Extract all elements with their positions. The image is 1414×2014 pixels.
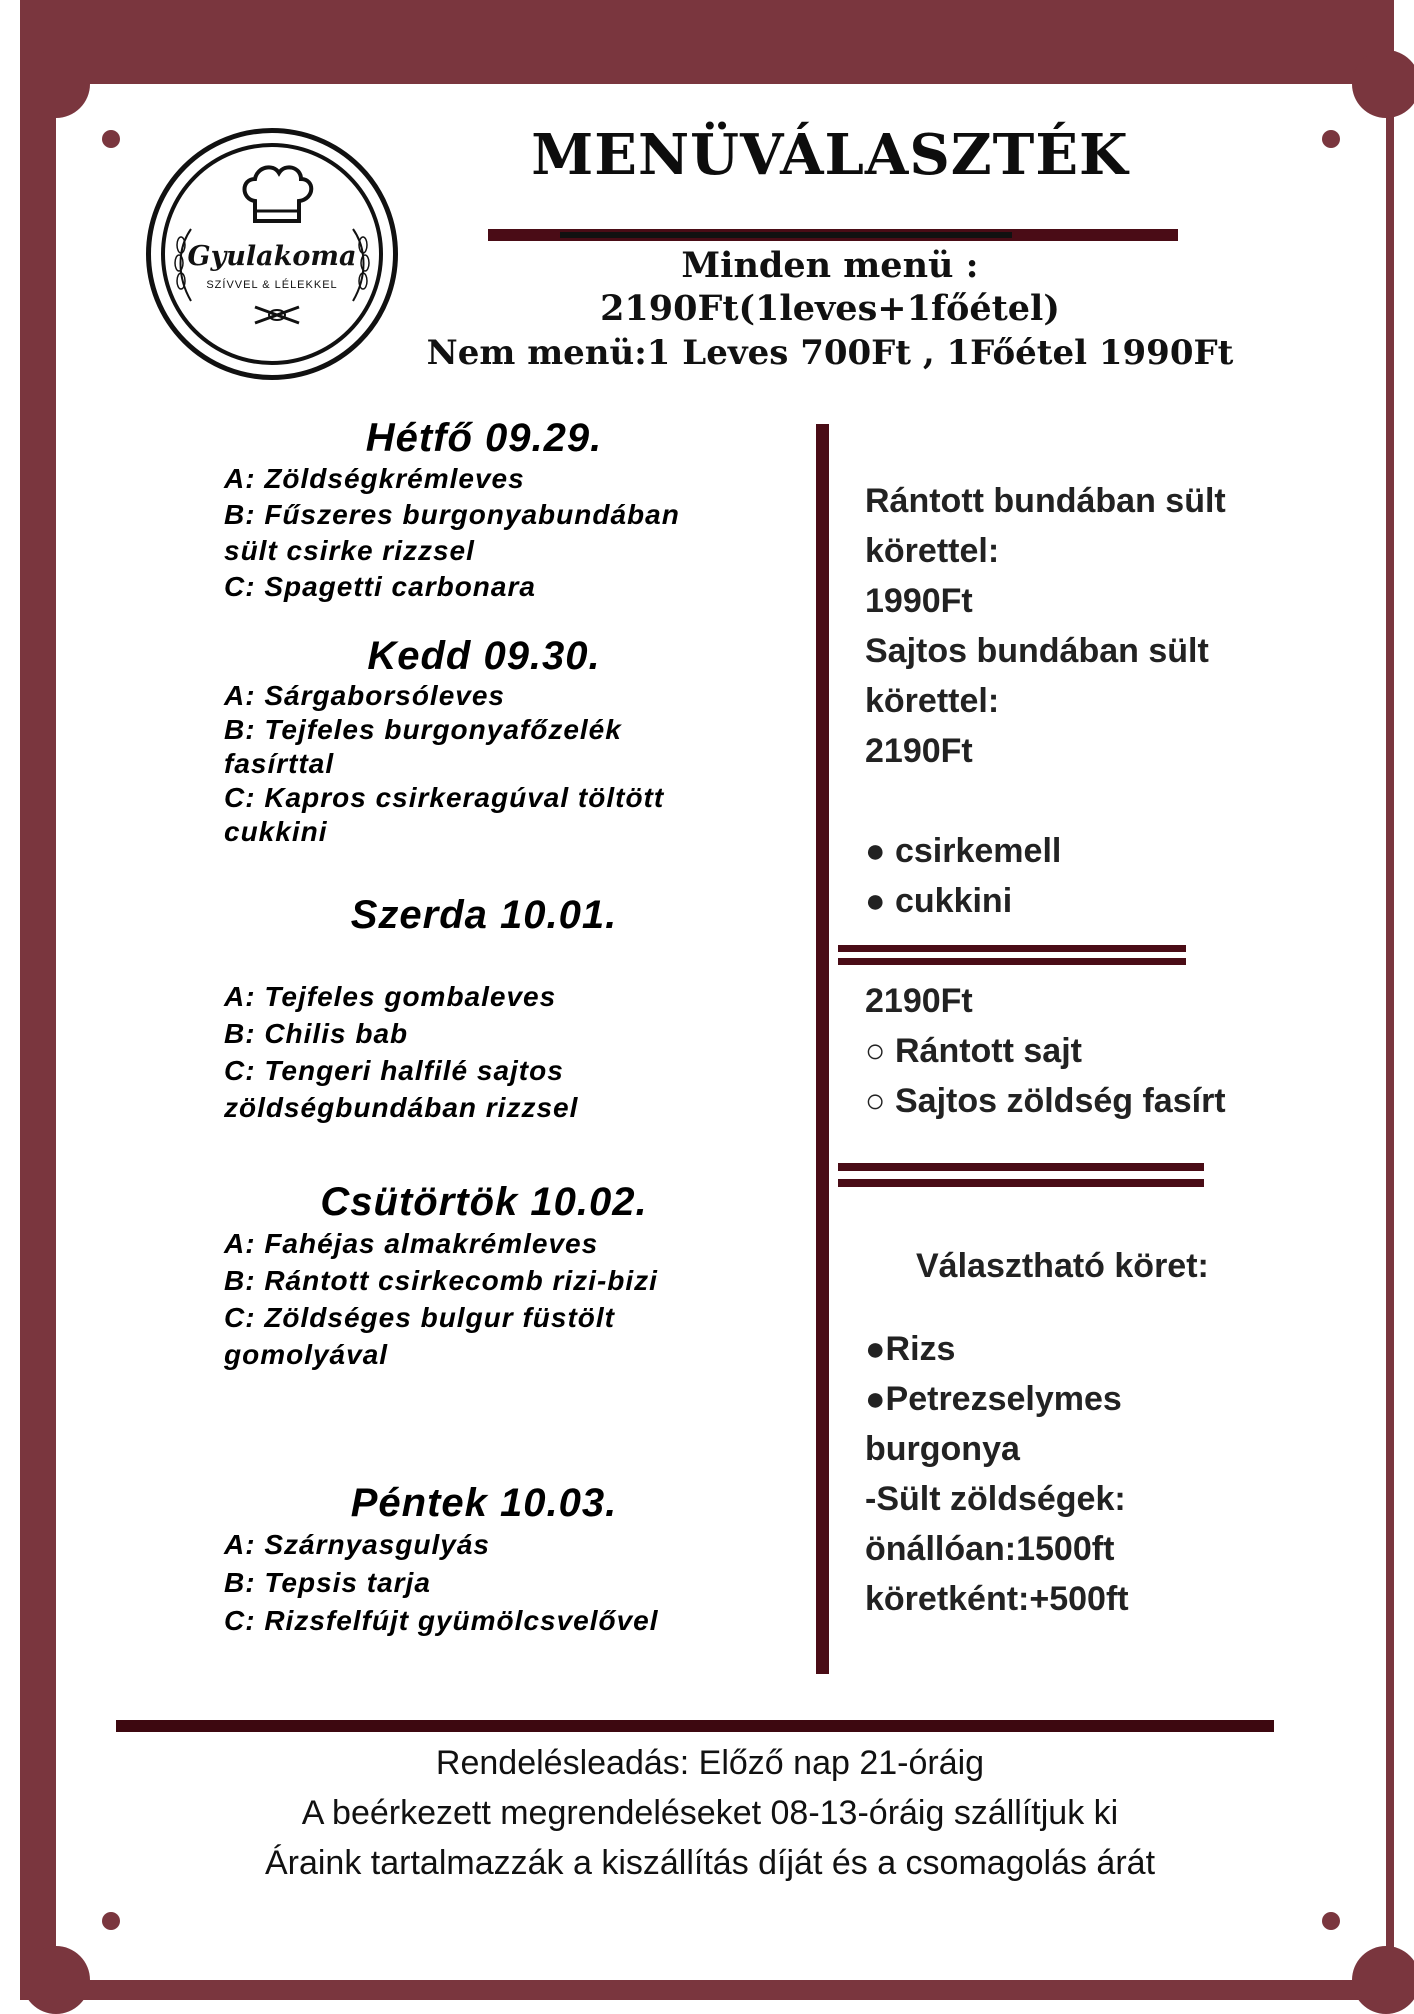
offer-bullet: ● cukkini bbox=[865, 882, 1013, 920]
corner-notch bbox=[1352, 1946, 1414, 2014]
menu-item: B: Tejfeles burgonyafőzelék bbox=[224, 714, 622, 745]
menu-item: C: Zöldséges bulgur füstölt bbox=[224, 1302, 615, 1333]
price-line: Nem menü:1 Leves 700Ft , 1Főétel 1990Ft bbox=[426, 333, 1234, 373]
offer-price: 1990Ft bbox=[865, 582, 973, 620]
logo-tagline: SZÍVVEL & LÉLEKKEL bbox=[206, 279, 338, 291]
corner-dot bbox=[102, 130, 120, 148]
day-title: Szerda 10.01. bbox=[350, 893, 618, 937]
logo-name: Gyulakoma bbox=[187, 241, 357, 272]
day-title: Hétfő 09.29. bbox=[365, 416, 603, 460]
menu-item: B: Tepsis tarja bbox=[224, 1567, 431, 1598]
day-title: Csütörtök 10.02. bbox=[320, 1180, 648, 1224]
price-line: 2190Ft(1leves+1főétel) bbox=[600, 288, 1060, 329]
side-item: köretként:+500ft bbox=[865, 1580, 1129, 1618]
side-item: ●Petrezselymes bbox=[865, 1380, 1122, 1418]
menu-item: sült csirke rizzsel bbox=[224, 535, 475, 566]
menu-item: C: Spagetti carbonara bbox=[224, 571, 536, 602]
corner-notch bbox=[22, 1946, 90, 2014]
menu-item: fasírttal bbox=[224, 748, 335, 779]
footer-divider bbox=[116, 1720, 1274, 1732]
corner-notch bbox=[22, 50, 90, 118]
section-divider bbox=[838, 1163, 1204, 1171]
menu-item: B: Chilis bab bbox=[224, 1018, 409, 1049]
menu-item: zöldségbundában rizzsel bbox=[224, 1092, 579, 1123]
day-title: Kedd 09.30. bbox=[367, 634, 601, 678]
section-divider bbox=[838, 1179, 1204, 1187]
day-tuesday bbox=[224, 634, 744, 849]
menu-item: C: Tengeri halfilé sajtos bbox=[224, 1055, 564, 1086]
price-line: Minden menü : bbox=[681, 245, 979, 286]
menu-item: A: Zöldségkrémleves bbox=[224, 463, 525, 494]
footer-delivery-time: A beérkezett megrendeléseket 08-13-óráig szállítjuk ki bbox=[301, 1794, 1119, 1832]
menu-item: C: Rizsfelfújt gyümölcsvelővel bbox=[224, 1605, 659, 1636]
menu-item: B: Rántott csirkecomb rizi-bizi bbox=[224, 1265, 658, 1296]
menu-item: A: Fahéjas almakrémleves bbox=[224, 1228, 599, 1259]
offer-bullet: ● csirkemell bbox=[865, 832, 1062, 870]
offer-line: körettel: bbox=[865, 682, 1000, 720]
offer-option: ○ Rántott sajt bbox=[865, 1032, 1082, 1070]
day-friday bbox=[224, 1481, 744, 1640]
offer-price: 2190Ft bbox=[865, 732, 973, 770]
corner-dot bbox=[102, 1912, 120, 1930]
menu-item: A: Tejfeles gombaleves bbox=[224, 981, 557, 1012]
chef-hat-icon bbox=[239, 161, 315, 227]
side-item: burgonya bbox=[865, 1430, 1020, 1468]
corner-notch bbox=[1352, 50, 1414, 118]
offer-line: Sajtos bundában sült bbox=[865, 632, 1209, 670]
side-item: -Sült zöldségek: bbox=[865, 1480, 1126, 1518]
section-divider bbox=[838, 945, 1186, 952]
day-thursday bbox=[224, 1180, 744, 1373]
menu-item: cukkini bbox=[224, 816, 328, 847]
side-item: önállóan:1500ft bbox=[865, 1530, 1115, 1568]
menu-item: A: Sárgaborsóleves bbox=[224, 680, 505, 711]
menu-item: C: Kapros csirkeragúval töltött bbox=[224, 782, 665, 813]
offer-line: Rántott bundában sült bbox=[865, 482, 1226, 520]
offer-price: 2190Ft bbox=[865, 982, 973, 1020]
day-monday bbox=[224, 416, 744, 605]
page-title: MENÜVÁLASZTÉK bbox=[531, 122, 1129, 188]
side-item: ●Rizs bbox=[865, 1330, 956, 1368]
whisk-icon bbox=[251, 303, 303, 327]
logo bbox=[146, 128, 398, 380]
corner-dot bbox=[1322, 1912, 1340, 1930]
day-title: Péntek 10.03. bbox=[350, 1481, 618, 1525]
menu-item: A: Szárnyasgulyás bbox=[224, 1529, 490, 1560]
column-divider bbox=[816, 424, 829, 1674]
offer-line: körettel: bbox=[865, 532, 1000, 570]
offer-option: ○ Sajtos zöldség fasírt bbox=[865, 1082, 1226, 1120]
sides-title: Választható köret: bbox=[916, 1247, 1209, 1285]
corner-dot bbox=[1322, 130, 1340, 148]
footer-order-deadline: Rendelésleadás: Előző nap 21-óráig bbox=[435, 1744, 985, 1782]
menu-item: B: Fűszeres burgonyabundában bbox=[224, 499, 680, 530]
section-divider bbox=[838, 958, 1186, 965]
menu-item: gomolyával bbox=[224, 1339, 389, 1370]
footer-price-note: Áraink tartalmazzák a kiszállítás díját és a csomagolás árát bbox=[264, 1844, 1156, 1882]
day-wednesday bbox=[224, 893, 744, 1126]
title-divider-inner bbox=[560, 232, 1012, 238]
